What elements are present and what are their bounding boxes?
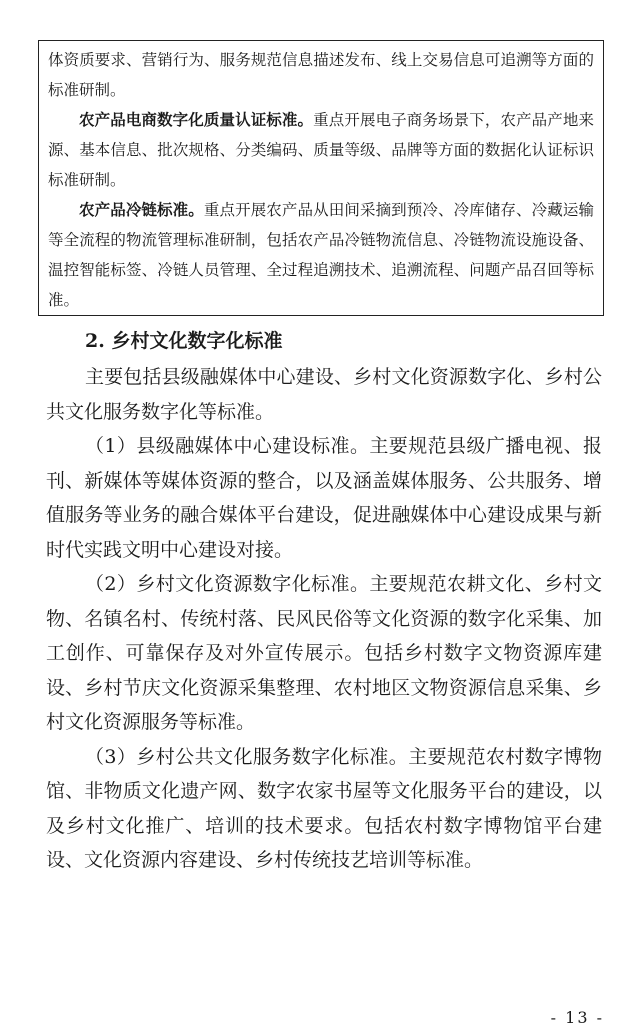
box-paragraph-ecommerce-certification	[48, 105, 594, 195]
box-paragraph-title: 农产品冷链标准。	[79, 200, 204, 219]
page-number: - 13 -	[550, 1008, 604, 1027]
section-item-2: （2）乡村文化资源数字化标准。主要规范农耕文化、乡村文物、名镇名村、传统村落、民风民俗等文化资源的数字化采集、加工创作、可靠保存及对外宣传展示。包括乡村数字文物资源库建设、乡村节庆文化资源采集整理、农村地区文物资源信息采集、乡村文化资源服务等标准。	[46, 573, 602, 733]
section-item-1: （1）县级融媒体中心建设标准。主要规范县级广播电视、报刊、新媒体等媒体资源的整合，以及涵盖媒体服务、公共服务、增值服务等业务的融合媒体平台建设，促进融媒体中心建设成果与新时代实践文明中心建设对接。	[46, 435, 602, 561]
box-paragraph-cold-chain	[48, 195, 594, 315]
box-paragraph-body: 重点开展电子商务场景下，农产品产地来源、基本信息、批次规格、分类编码、质量等级、品牌等方面的数据化认证标识标准研制。	[48, 111, 594, 189]
main-body-text	[46, 322, 602, 878]
boxed-text-panel	[38, 40, 604, 316]
section-heading: 2. 乡村文化数字化标准	[85, 330, 283, 352]
box-paragraph-continued: 体资质要求、营销行为、服务规范信息描述发布、线上交易信息可追溯等方面的标准研制。	[48, 51, 594, 99]
section-intro: 主要包括县级融媒体中心建设、乡村文化资源数字化、乡村公共文化服务数字化等标准。	[46, 366, 602, 423]
section-item-3: （3）乡村公共文化服务数字化标准。主要规范农村数字博物馆、非物质文化遗产网、数字农家书屋等文化服务平台的建设，以及乡村文化推广、培训的技术要求。包括农村数字博物馆平台建设、文化资源内容建设、乡村传统技艺培训等标准。	[46, 745, 602, 871]
box-paragraph-title: 农产品电商数字化质量认证标准。	[79, 110, 314, 129]
box-paragraph-body: 重点开展农产品从田间采摘到预冷、冷库储存、冷藏运输等全流程的物流管理标准研制，包括农产品冷链物流信息、冷链物流设施设备、温控智能标签、冷链人员管理、全过程追溯技术、追溯流程、问题产品召回等标准。	[48, 201, 594, 309]
